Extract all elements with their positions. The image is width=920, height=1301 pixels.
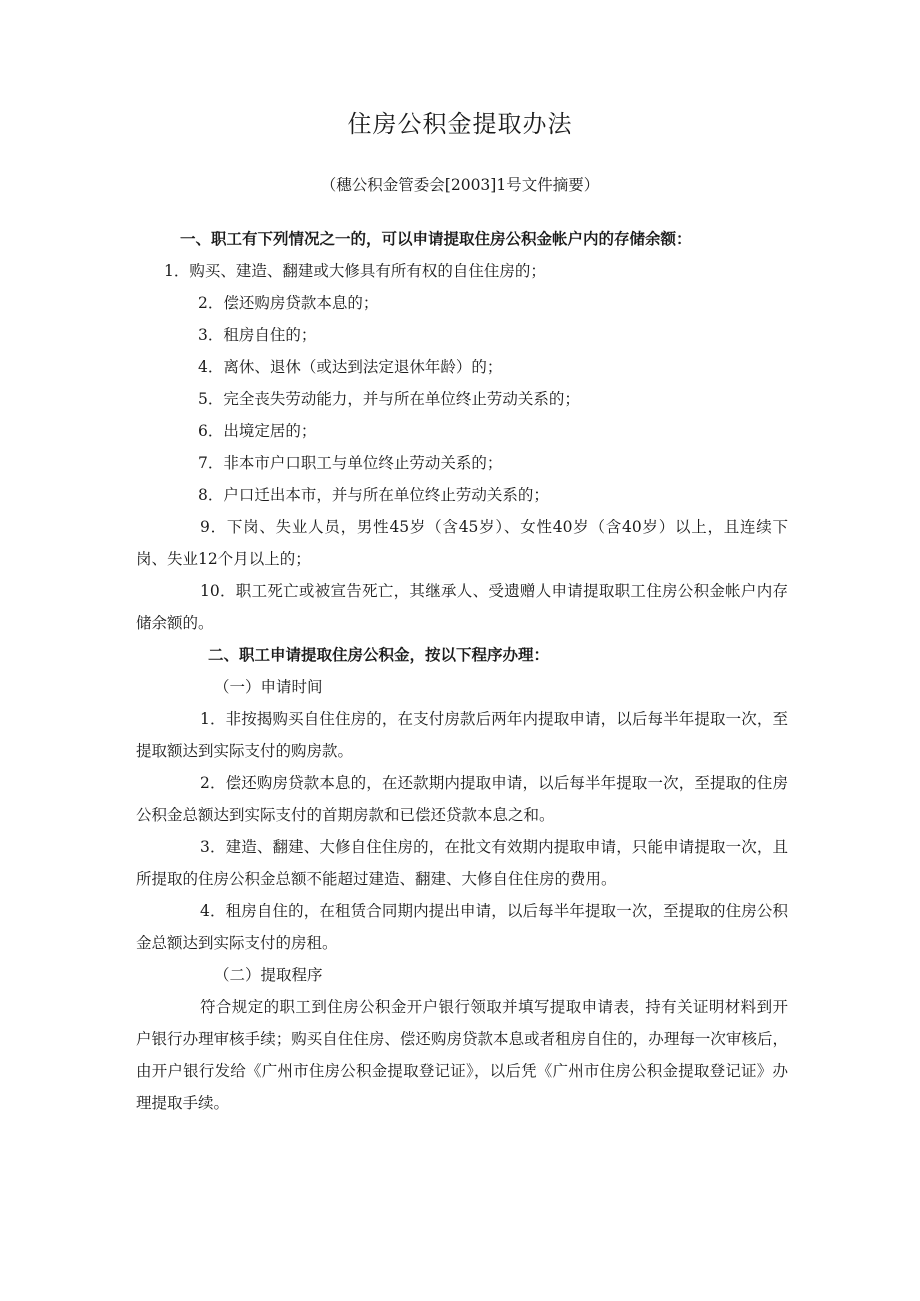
section-2-heading: 二、职工申请提取住房公积金，按以下程序办理：	[208, 646, 550, 664]
document-body	[136, 223, 788, 1119]
subsection-1-heading: （一）申请时间	[214, 678, 323, 696]
section-1-heading: 一、职工有下列情况之一的，可以申请提取住房公积金帐户内的存储余额：	[180, 230, 692, 248]
section-1-item: 10．职工死亡或被宣告死亡，其继承人、受遗赠人申请提取职工住房公积金帐户内存储余额的。	[136, 582, 788, 632]
section-1-item: 5．完全丧失劳动能力，并与所在单位终止劳动关系的；	[198, 390, 580, 408]
subsection-1-item: 1．非按揭购买自住住房的，在支付房款后两年内提取申请，以后每半年提取一次，至提取额达到实际支付的购房款。	[136, 710, 788, 760]
section-1-item: 3．租房自住的；	[198, 326, 317, 344]
subsection-1-item: 2．偿还购房贷款本息的，在还款期内提取申请，以后每半年提取一次，至提取的住房公积金总额达到实际支付的首期房款和已偿还贷款本息之和。	[136, 774, 788, 824]
subsection-2-paragraph: 符合规定的职工到住房公积金开户银行领取并填写提取申请表，持有关证明材料到开户银行办理审核手续；购买自住住房、偿还购房贷款本息或者租房自住的，办理每一次审核后，由开户银行发给《广州市住房公积金提取登记证》，以后凭《广州市住房公积金提取登记证》办理提取手续。	[136, 998, 788, 1112]
subsection-1-item: 4．租房自住的，在租赁合同期内提出申请，以后每半年提取一次，至提取的住房公积金总额达到实际支付的房租。	[136, 902, 788, 952]
section-1-item: 1．购买、建造、翻建或大修具有所有权的自住住房的；	[164, 262, 546, 280]
subsection-1-item: 3．建造、翻建、大修自住住房的，在批文有效期内提取申请，只能申请提取一次，且所提取的住房公积金总额不能超过建造、翻建、大修自住住房的费用。	[136, 838, 788, 888]
section-1-item: 7．非本市户口职工与单位终止劳动关系的；	[198, 454, 503, 472]
document-subtitle: （穗公积金管委会[2003]1号文件摘要）	[320, 176, 600, 194]
section-1-item: 2．偿还购房贷款本息的；	[198, 294, 379, 312]
document-title: 住房公积金提取办法	[347, 110, 573, 138]
section-1-item: 8．户口迁出本市，并与所在单位终止劳动关系的；	[198, 486, 549, 504]
subsection-2-heading: （二）提取程序	[214, 966, 323, 984]
section-1-item: 6．出境定居的；	[198, 422, 317, 440]
section-1-item: 4．离休、退休（或达到法定退休年龄）的；	[198, 358, 503, 376]
section-1-item: 9．下岗、失业人员，男性45岁（含45岁）、女性40岁（含40岁）以上，且连续下岗、失业12个月以上的；	[136, 518, 788, 568]
